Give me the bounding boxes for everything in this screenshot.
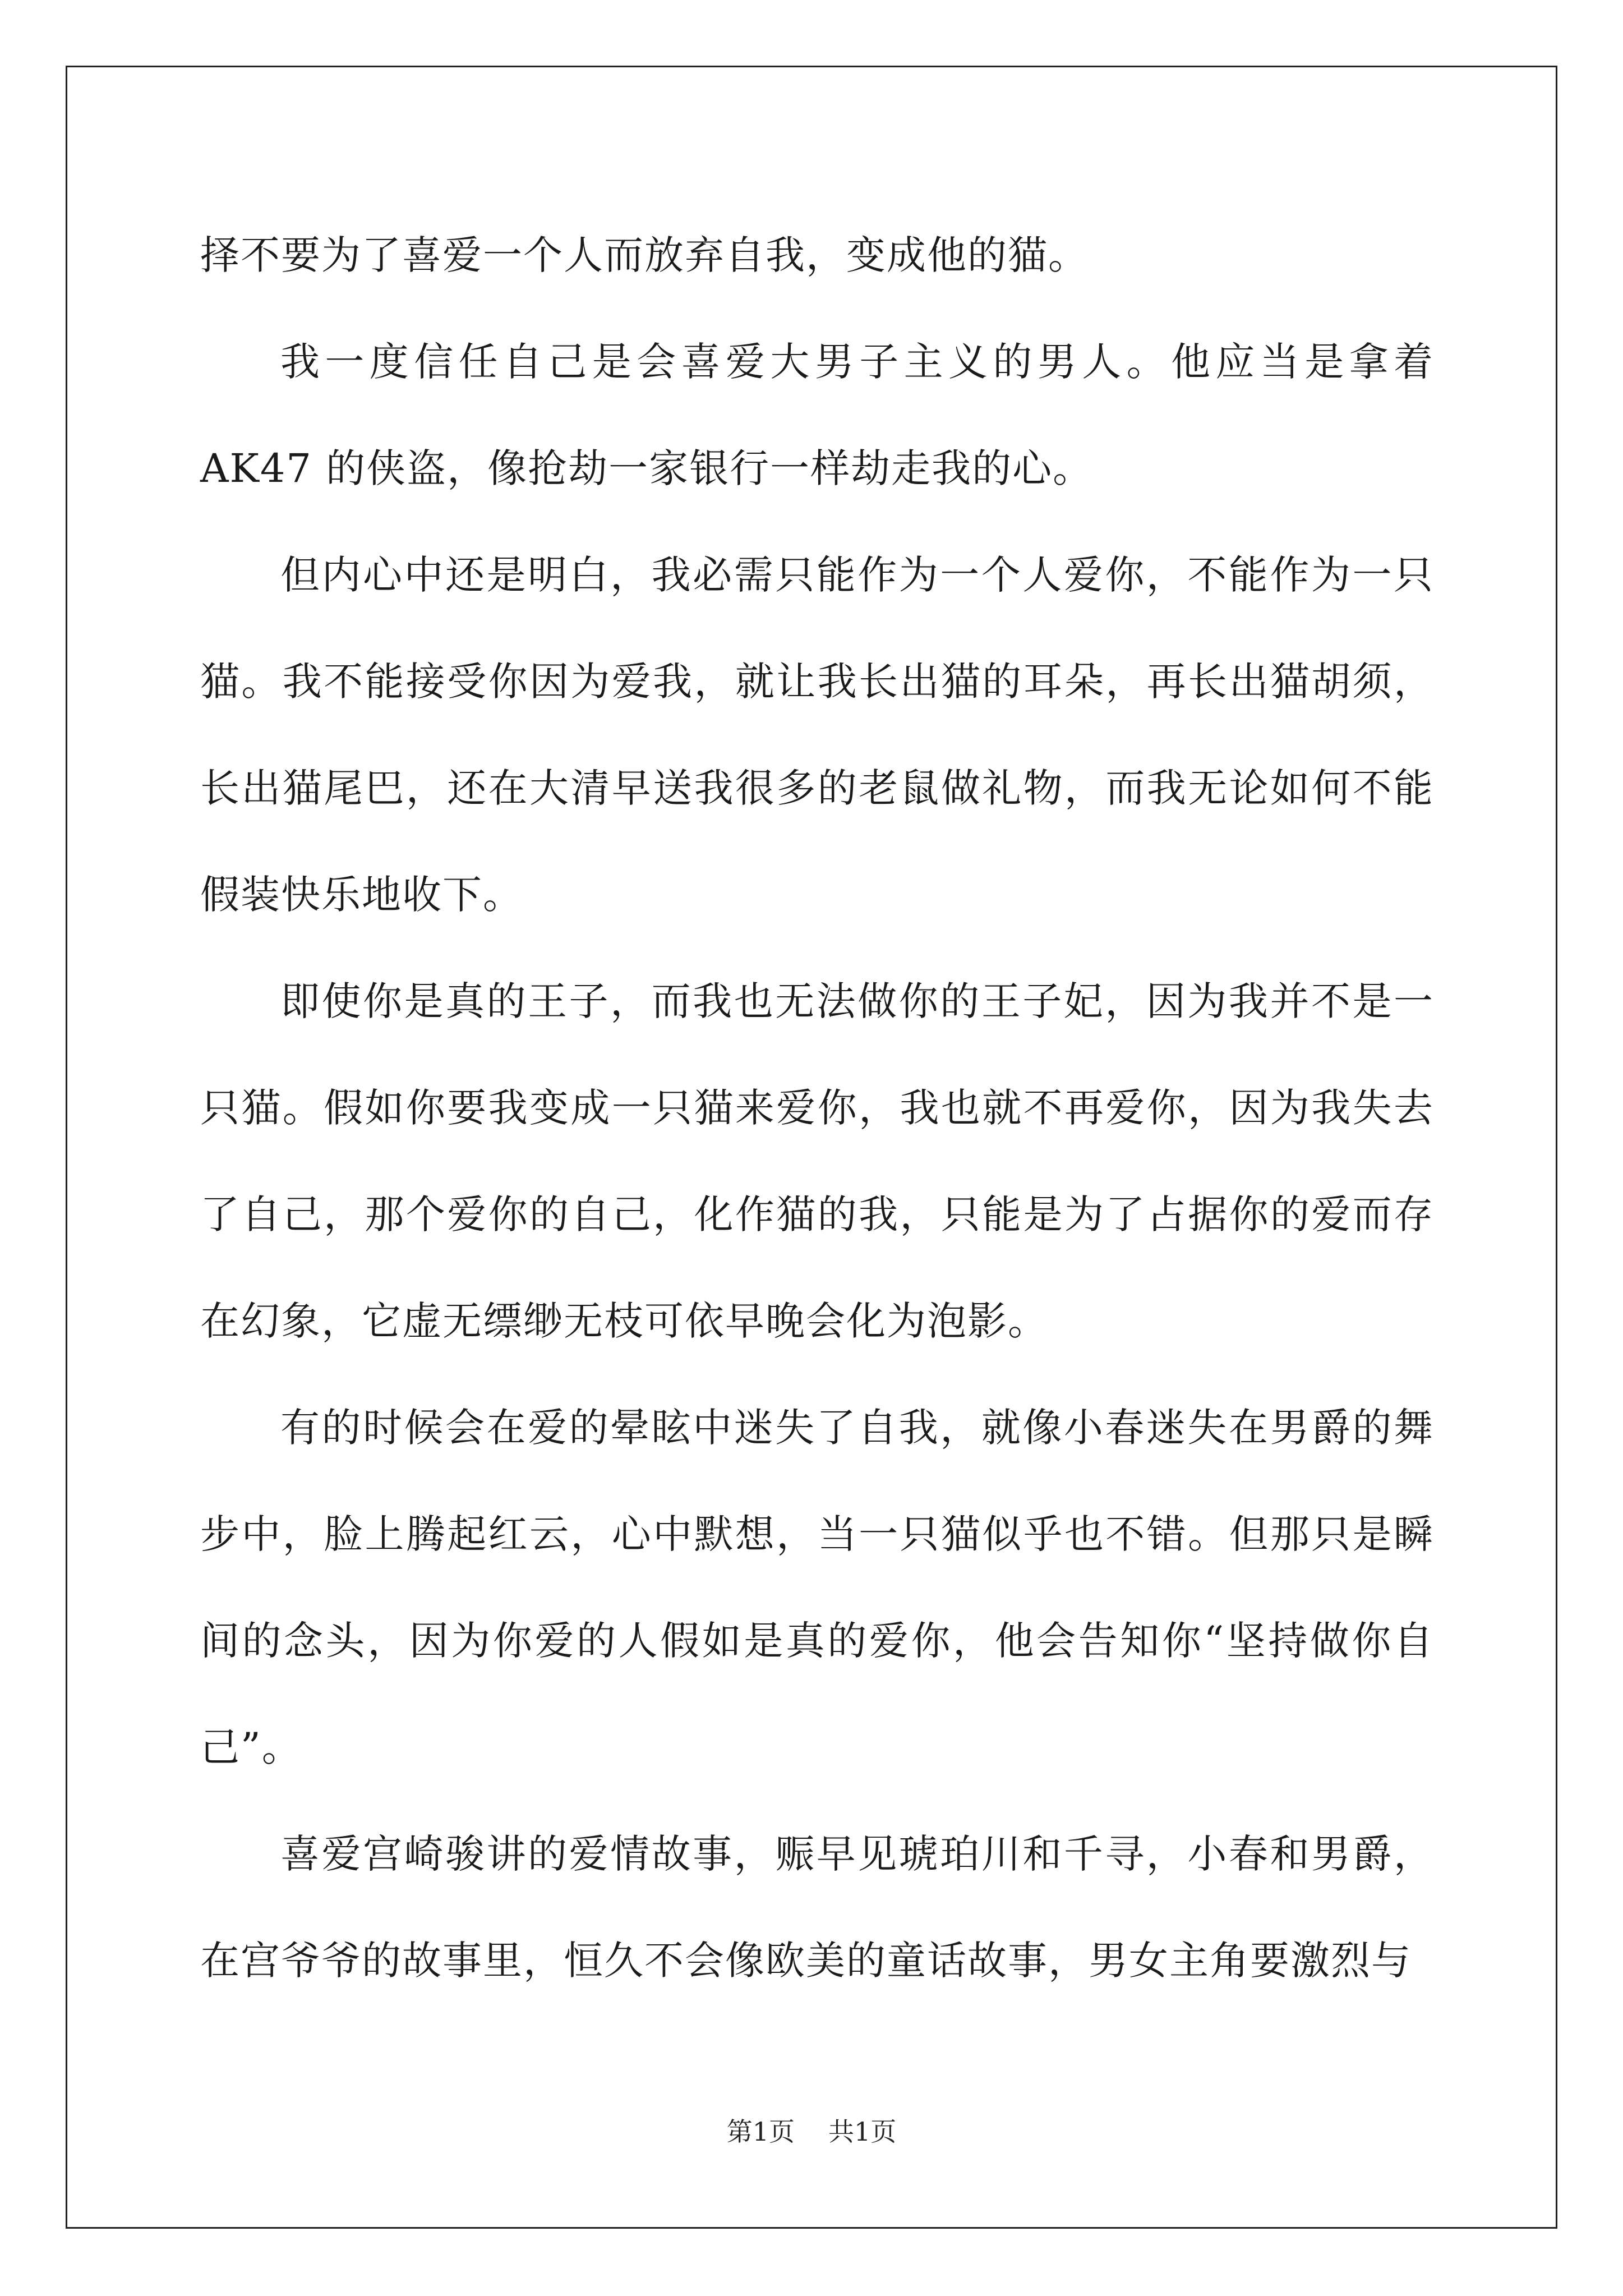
paragraph: 有的时候会在爱的晕眩中迷失了自我，就像小春迷失在男爵的舞步中，脸上腾起红云，心中默想，当一只猫似乎也不错。但那只是瞬间的念头，因为你爱的人假如是真的爱你，他会告知你“坚持做你自己”。 (200, 1405, 1434, 1770)
paragraph: 喜爱宫崎骏讲的爱情故事，赈早见琥珀川和千寻，小春和男爵，在宫爷爷的故事里，恒久不会像欧美的童话故事，男女主角要激烈与 (200, 1831, 1434, 1984)
current-page-label: 第1页 (726, 2116, 795, 2147)
paragraph: 即使你是真的王子，而我也无法做你的王子妃，因为我并不是一只猫。假如你要我变成一只猫来爱你，我也就不再爱你，因为我失去了自己，那个爱你的自己，化作猫的我，只能是为了占据你的爱而存在幻象，它虚无缥缈无枝可依早晚会化为泡影。 (200, 978, 1434, 1344)
page-footer (0, 2115, 1623, 2148)
paragraph-continuation: 择不要为了喜爱一个人而放弃自我，变成他的猫。 (200, 232, 1089, 278)
total-pages-label: 共1页 (828, 2116, 897, 2147)
paragraph: 我一度信任自己是会喜爱大男子主义的男人。他应当是拿着 AK47 的侠盗，像抢劫一家银行一样劫走我的心。 (200, 339, 1434, 491)
document-body (200, 202, 1434, 2014)
paragraph: 但内心中还是明白，我必需只能作为一个人爱你，不能作为一只猫。我不能接受你因为爱我，就让我长出猫的耳朵，再长出猫胡须，长出猫尾巴，还在大清早送我很多的老鼠做礼物，而我无论如何不能假装快乐地收下。 (200, 552, 1434, 918)
